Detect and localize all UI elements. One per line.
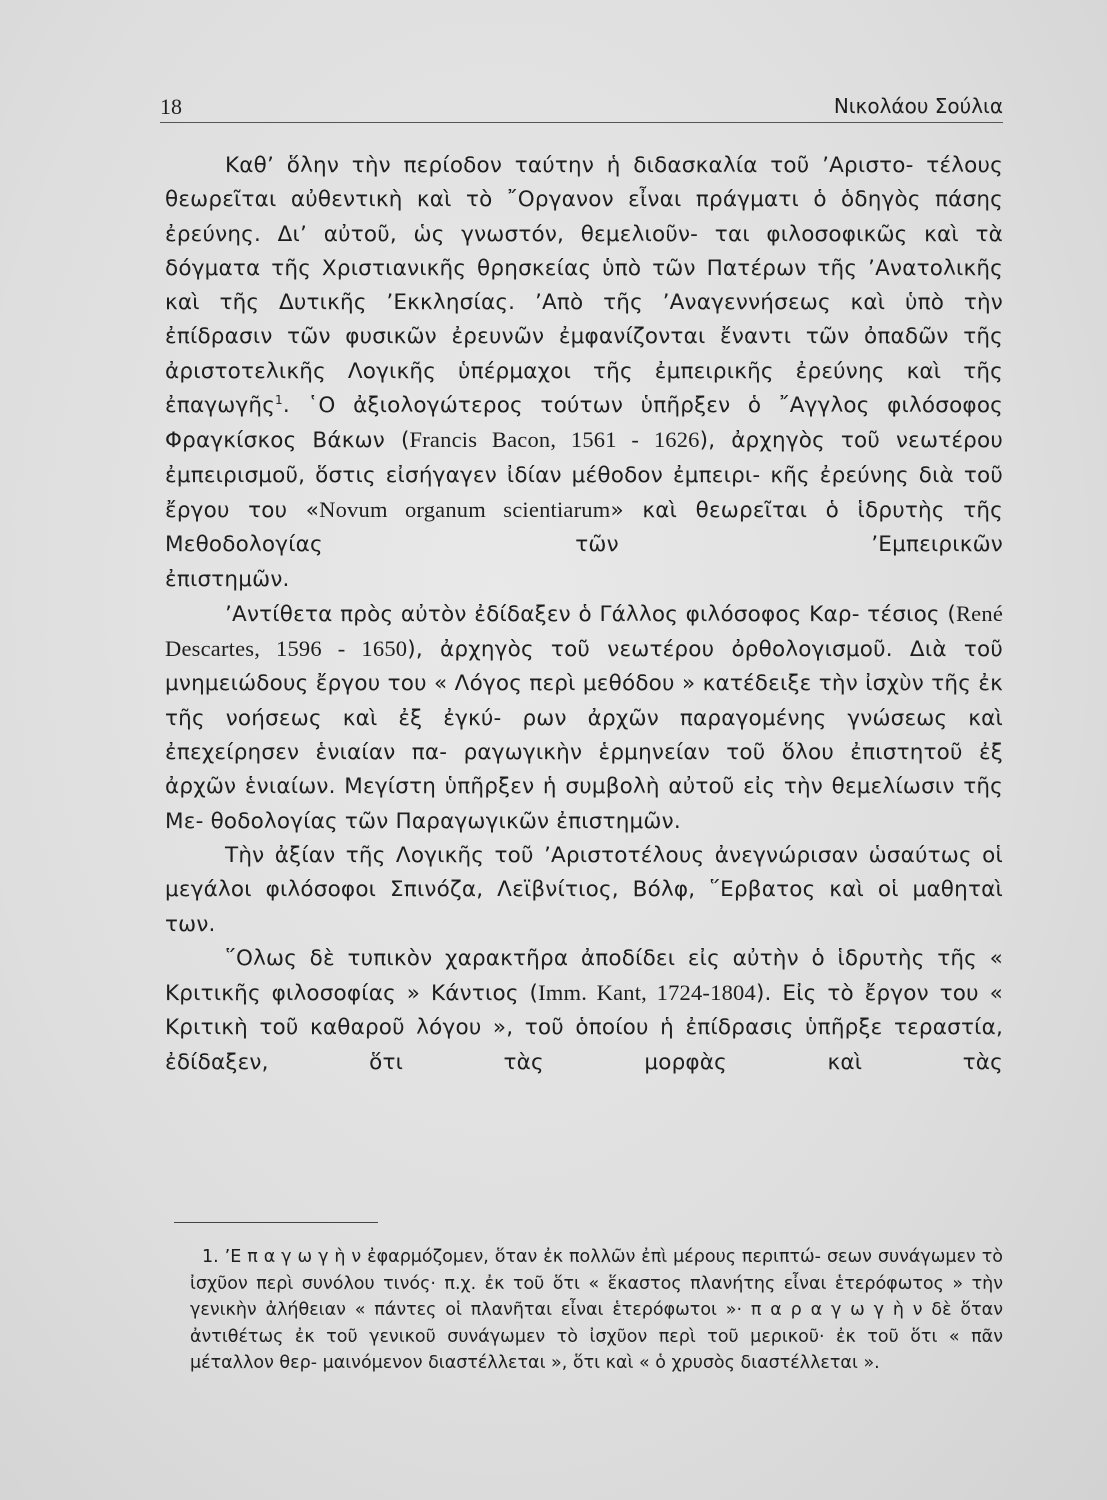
latin-title: Novum organum scientiarum [319,496,611,522]
latin-name: Imm. Kant, 1724-1804 [538,980,756,1006]
paragraph-1 [165,149,1003,563]
footnote-line: συνάγωμεν τὸ ἰσχῦον περὶ τοῦ μερικοῦ· ἐκ τοῦ ὅτι « πᾶν μέταλλον θερ- [190,1326,1003,1373]
paragraph-3 [165,839,1003,942]
text-line: ’Αντίθετα πρὸς αὐτὸν ἐδίδαξεν ὁ Γάλλος φιλόσοφος Καρ- [225,601,860,627]
text-line: ἐπίδρασις ὑπῆρξε τεραστία, ἐδίδαξεν, ὅτι τὰς μορφὰς καὶ τὰς [165,1015,1003,1075]
text-line: ). [755,981,772,1007]
footnote-line: 1. ’Ε π α γ ω γ ὴ ν ἐφαρμόζομεν, ὅταν ἐκ πολλῶν ἐπὶ μέρους περιπτώ- [202,1247,821,1267]
footnote-1 [190,1244,1003,1377]
text-line: κῆς ἐρεύνης διὰ τοῦ ἔργου του « [165,462,1003,523]
text-line: τῆς « Κριτικῆς φιλοσοφίας » Κάντιος ( [165,945,1003,1007]
text-line: ἐρευνῶν ἐμφανίζονται ἔναντι τῶν ὀπαδῶν τῆς ἀριστοτελικῆς [165,324,1004,384]
text-line: τέλους θεωρεῖται αὐθεντικὴ καὶ τὸ ῎Οργανον εἶναι πράγματι [165,153,1003,213]
text-line: Μεγίστη ὑπῆρξεν ἡ συμβολὴ αὐτοῦ εἰς τὴν θεμελίωσιν τῆς Με- [165,774,1003,834]
footnote-line: σεων συνάγωμεν τὸ ἰσχῦον περὶ συνόλου τινός· π.χ. ἐκ τοῦ ὅτι « ἕκαστος [190,1247,1003,1294]
paragraph-1-end [165,563,1003,597]
text-line: μεθόδου » κατέδειξε τὴν ἰσχὺν τῆς ἐκ τῆς νοήσεως καὶ ἐξ ἐγκύ- [165,671,1004,731]
latin-name: René Descartes, 1596 - 1650 [165,600,1003,662]
text-line: ραγωγικὴν ἑρμηνείαν τοῦ ὅλου ἐπιστητοῦ ἐξ ἀρχῶν ἑνιαίων. [165,740,1003,800]
text-line: ), ἀρχηγὸς τοῦ νεωτέρου [407,637,715,663]
footnote-line: εἶναι ἑτερόφωτοι »· π α ρ α γ ω γ ὴ ν δὲ ὅταν ἀντιθέτως ἐκ τοῦ γενικοῦ [190,1300,1003,1347]
text-line: Τὴν ἀξίαν τῆς Λογικῆς τοῦ ’Αριστοτέλους ἀνεγνώρισαν [225,842,859,868]
text-line: Εἰς τὸ ἔργον του « Κριτικὴ τοῦ καθαροῦ λόγου », τοῦ ὁποίου ἡ [165,981,1003,1041]
text-line: ), ἀρχηγὸς τοῦ [699,428,881,454]
text-line: ρων ἀρχῶν παραγομένης γνώσεως καὶ ἐπεχείρησεν ἑνιαίαν πα- [165,705,1003,766]
footnote-line: μαινόμενον διαστέλλεται », ὅτι καὶ « ὁ χρυσὸς διαστέλλεται ». [322,1353,880,1373]
page-header [160,92,1003,123]
text-line: ὡσαύτως οἱ μεγάλοι φιλόσοφοι Σπινόζα, Λεϊβνίτιος, Βόλφ, [165,842,1003,903]
footnote-reference: 1 [275,392,283,407]
text-line: ἐπιστημῶν. [165,566,290,592]
text-line: ται φιλοσοφικῶς καὶ τὰ δόγματα τῆς Χριστιανικῆς θρησκείας [165,221,1003,281]
footnotes [190,1244,1003,1377]
text-line: Καθ’ ὅλην τὴν περίοδον ταύτην ἡ διδασκαλία τοῦ ’Αριστο- [225,153,914,178]
text-line: ’Απὸ τῆς ’Αναγεννήσεως καὶ ὑπὸ τὴν ἐπίδρασιν τῶν φυσικῶν [165,290,1003,350]
footnote-line: πλανήτης εἶναι ἑτερόφωτος » τὴν γενικὴν ἀλήθειαν « πάντες οἱ πλανῆται [190,1273,1003,1320]
text-line: ῾Ο ἀξιολογώτερος τούτων ὑπῆρξεν ὁ ῎Αγγλος φιλόσοφος [307,393,1003,419]
text-line: θοδολογίας τῶν Παραγωγικῶν ἐπιστημῶν. [210,808,681,834]
text-line: ὑπὸ τῶν Πατέρων τῆς ’Ανατολικῆς καὶ τῆς Δυτικῆς ’Εκκλησίας. [165,255,1003,316]
footnote-reference-dot: . [282,393,290,419]
paragraph-2 [165,597,1003,839]
text-line: ὁ ὁδηγὸς πάσης ἐρεύνης. Δι’ αὐτοῦ, ὡς γνωστόν, θεμελιοῦν- [165,187,1003,247]
text-line: ῞Ερβατος καὶ οἱ μαθηταὶ των. [165,877,1003,937]
main-text [165,149,1003,1080]
text-line: ῞Ολως δὲ τυπικὸν χαρακτῆρα ἀποδίδει εἰς αὐτὴν ὁ ἱδρυτὴς [225,945,925,971]
text-line: Φραγκίσκος Βάκων ( [165,428,410,454]
latin-name: Francis Bacon, 1561 - 1626 [409,427,700,453]
text-line: καὶ θεωρεῖται ὁ ἱδρυτὴς τῆς Μεθοδολογίας τῶν ’Εμπειρικῶν [165,497,1003,558]
text-line: ὀρθολογισμοῦ. Διὰ τοῦ μνημειώδους ἔργου του « Λόγος περὶ [165,637,1003,697]
paragraph-4 [165,942,1003,1080]
text-line: τέσιος ( [867,601,956,627]
page-number: 18 [160,94,182,119]
footnote-divider [174,1222,378,1223]
text-line: Λογικῆς ὑπέρμαχοι τῆς ἐμπειρικῆς ἐρεύνης καὶ τῆς ἐπαγωγῆς [165,358,1003,419]
text-line: νεωτέρου ἐμπειρισμοῦ, ὅστις εἰσήγαγεν ἰδίαν μέθοδον ἐμπειρι- [165,428,1003,488]
running-head: Νικολάου Σούλια [833,94,1003,118]
text-line: » [610,497,624,523]
